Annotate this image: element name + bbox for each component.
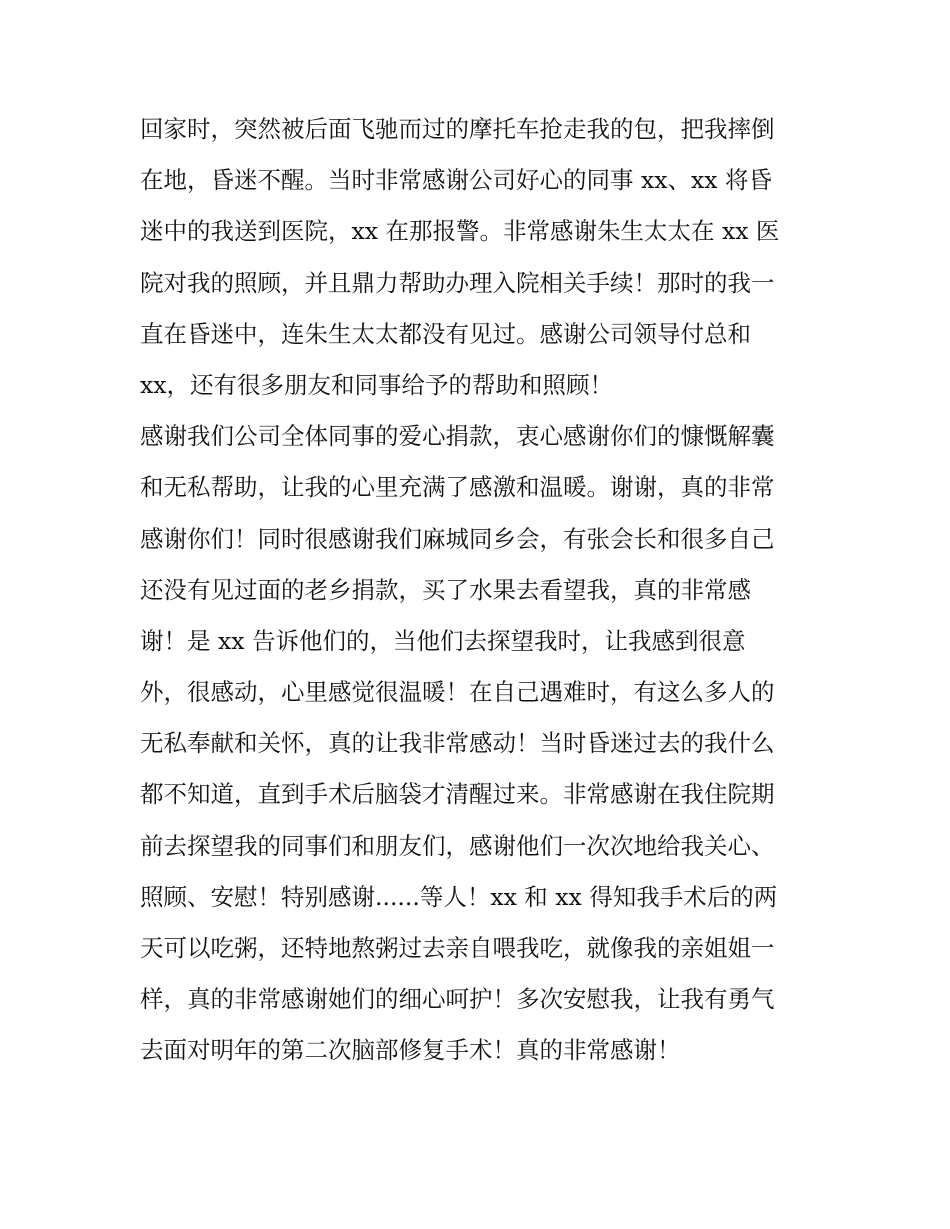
text-line: 天可以吃粥，还特地熬粥过去亲自喂我吃，就像我的亲姐姐一 [140,934,775,962]
text-line: 还没有见过面的老乡捐款，买了水果去看望我，真的非常感 [140,575,751,604]
text-line: 外，很感动，心里感觉很温暖！在自己遇难时，有这么多人的 [140,678,775,707]
text-line: 无私奉献和关怀，真的让我非常感动！当时昏迷过去的我什么 [140,729,775,758]
text-line: 去面对明年的第二次脑部修复手术！真的非常感谢！ [140,1036,681,1065]
text-line: 在地，昏迷不醒。当时非常感谢公司好心的同事 xx、xx 将昏 [140,166,772,195]
text-line: 感谢我们公司全体同事的爱心捐款，衷心感谢你们的慷慨解囊 [140,422,775,451]
text-line: 回家时，突然被后面飞驰而过的摩托车抢走我的包，把我摔倒 [140,115,775,143]
text-line: 感谢你们！同时很感谢我们麻城同乡会，有张会长和很多自己 [140,524,775,553]
document-body [140,104,820,1077]
text-line: xx，还有很多朋友和同事给予的帮助和照顾！ [140,370,614,399]
text-line: 都不知道，直到手术后脑袋才清醒过来。非常感谢在我住院期 [140,780,775,809]
text-line: 院对我的照顾，并且鼎力帮助办理入院相关手续！那时的我一 [140,268,775,297]
text-line: 样，真的非常感谢她们的细心呵护！多次安慰我，让我有勇气 [140,985,775,1014]
text-line: 和无私帮助，让我的心里充满了感激和温暖。谢谢，真的非常 [140,473,775,502]
text-line: 谢！是 xx 告诉他们的，当他们去探望我时，让我感到很意 [140,626,746,655]
text-line: 迷中的我送到医院，xx 在那报警。非常感谢朱生太太在 xx 医 [140,217,780,246]
text-line: 照顾、安慰！特别感谢......等人！xx 和 xx 得知我手术后的两 [140,882,778,911]
text-line: 前去探望我的同事们和朋友们，感谢他们一次次地给我关心、 [140,831,775,860]
text-line: 直在昏迷中，连朱生太太都没有见过。感谢公司领导付总和 [140,319,751,348]
